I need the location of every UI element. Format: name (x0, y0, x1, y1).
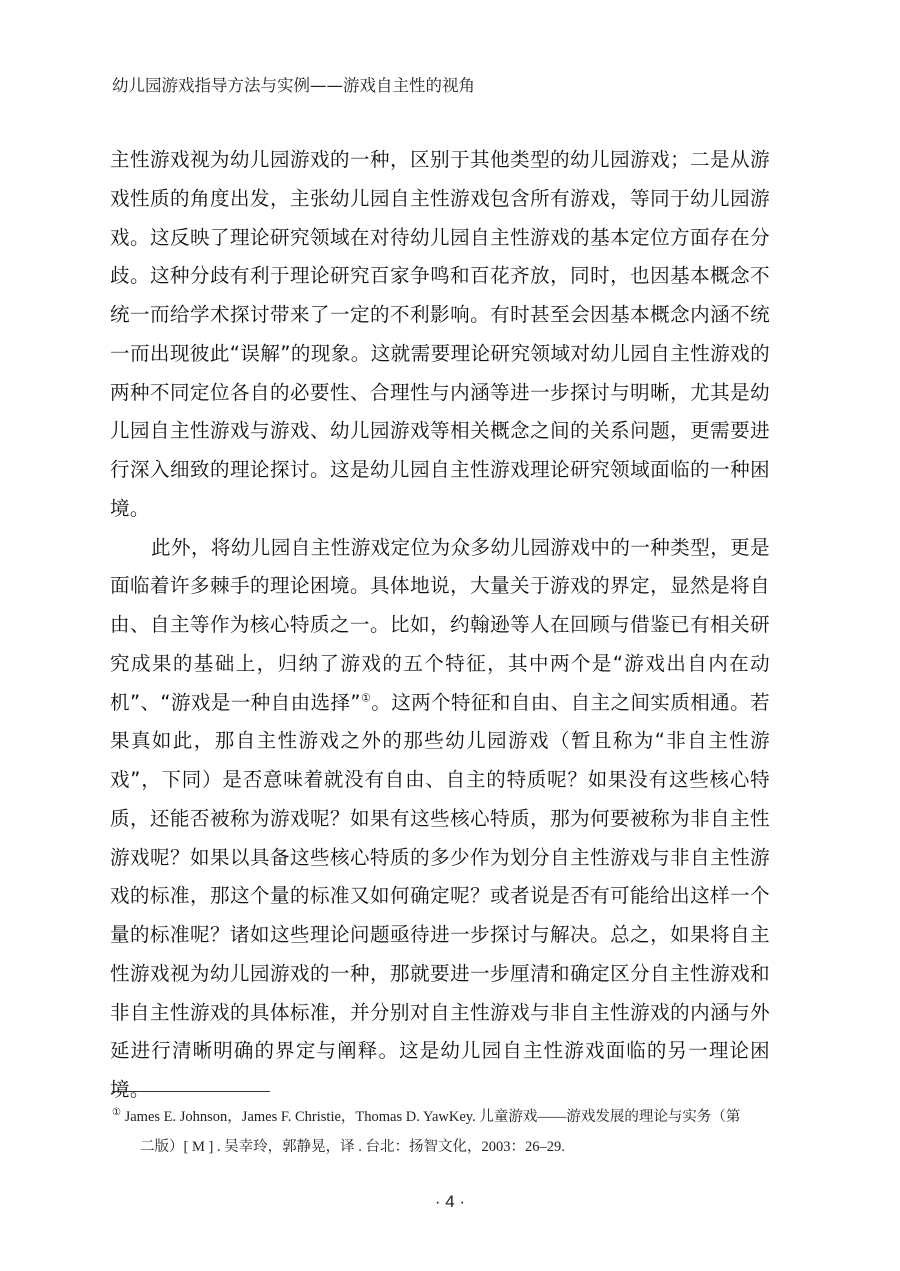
footnote (112, 1102, 772, 1162)
footnote-marker: ① (112, 1107, 121, 1119)
paragraph-1: 主性游戏视为幼儿园游戏的一种，区别于其他类型的幼儿园游戏；二是从游戏性质的角度出发，主张幼儿园自主性游戏包含所有游戏，等同于幼儿园游戏。这反映了理论研究领域在对待幼儿园自主性游戏的基本定位方面存在分歧。这种分歧有利于理论研究百家争鸣和百花齐放，同时，也因基本概念不统一而给学术探讨带来了一定的不利影响。有时甚至会因基本概念内涵不统一而出现彼此“误解”的现象。这就需要理论研究领域对幼儿园自主性游戏的两种不同定位各自的必要性、合理性与内涵等进一步探讨与明晰，尤其是幼儿园自主性游戏与游戏、幼儿园游戏等相关概念之间的关系问题，更需要进行深入细致的理论探讨。这是幼儿园自主性游戏理论研究领域面临的一种困境。 (110, 148, 770, 520)
paragraph-2-part-2: 。这两个特征和自由、自主之间实质相通。若果真如此，那自主性游戏之外的那些幼儿园游戏（暂且称为“非自主性游戏”，下同）是否意味着就没有自由、自主的特质呢？如果没有这些核心特质，还能否被称为游戏呢？如果有这些核心特质，那为何要被称为非自主性游戏呢？如果以具备这些核心特质的多少作为划分自主性游戏与非自主性游戏的标准，那这个量的标准又如何确定呢？或者说是否有可能给出这样一个量的标准呢？诸如这些理论问题亟待进一步探讨与解决。总之，如果将自主性游戏视为幼儿园游戏的一种，那就要进一步厘清和确定区分自主性游戏和非自主性游戏的具体标准，并分别对自主性游戏与非自主性游戏的内涵与外延进行清晰明确的界定与阐释。这是幼儿园自主性游戏面临的另一理论困境。 (110, 690, 770, 1101)
main-text (110, 141, 770, 1110)
paragraph-2 (110, 529, 770, 1110)
footnote-line-1: James E. Johnson，James F. Christie，Thomas D. YawKey. 儿童游戏——游戏发展的理论与实务（第 (120, 1109, 741, 1125)
footnote-divider (112, 1091, 270, 1092)
page-number: · 4 · (434, 1192, 466, 1211)
paragraph-2-part-1: 此外，将幼儿园自主性游戏定位为众多幼儿园游戏中的一种类型，更是面临着许多棘手的理论困境。具体地说，大量关于游戏的界定，显然是将自由、自主等作为核心特质之一。比如，约翰逊等人在回顾与借鉴已有相关研究成果的基础上，归纳了游戏的五个特征，其中两个是“游戏出自内在动机”、“游戏是一种自由选择” (110, 535, 770, 714)
footnote-reference[interactable]: ① (360, 691, 372, 704)
running-header: 幼儿园游戏指导方法与实例——游戏自主性的视角 (112, 76, 475, 95)
footnote-line-2: 二版）[ M ] . 吴幸玲，郭静晃，译 . 台北：扬智文化，2003：26–29. (140, 1139, 565, 1155)
